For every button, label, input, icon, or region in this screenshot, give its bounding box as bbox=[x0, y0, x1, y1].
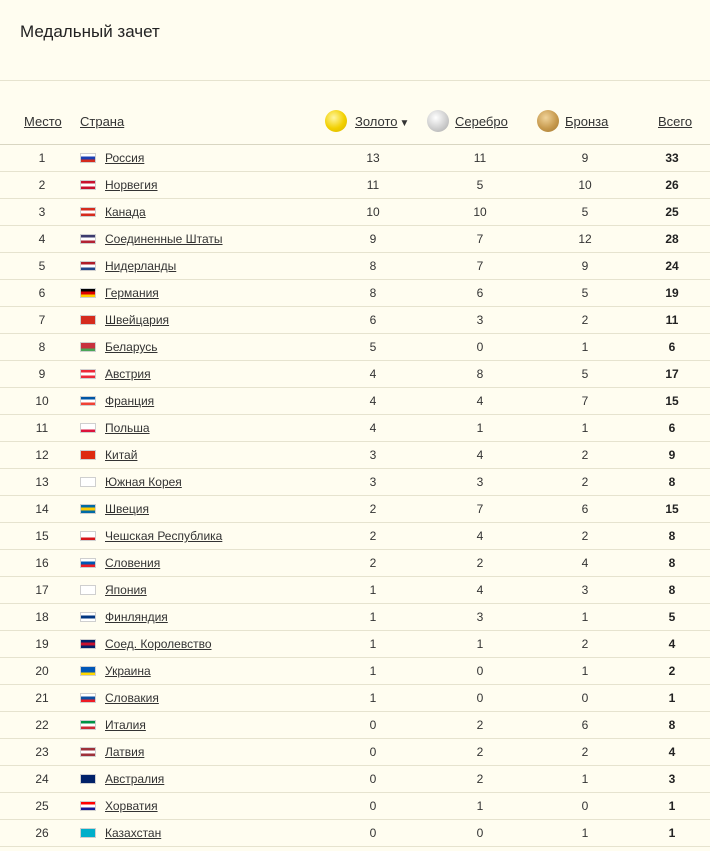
silver-count-cell: 0 bbox=[476, 340, 484, 354]
total-count-cell: 4 bbox=[668, 745, 676, 759]
silver-count-cell: 10 bbox=[473, 205, 487, 219]
silver-count-cell: 3 bbox=[476, 475, 484, 489]
place-cell: 6 bbox=[38, 286, 46, 300]
gold-count-cell: 13 bbox=[366, 151, 380, 165]
table-row bbox=[0, 685, 710, 712]
bronze-count-cell: 0 bbox=[581, 691, 589, 705]
country-flag-icon bbox=[80, 261, 96, 271]
country-link[interactable]: Китай bbox=[105, 448, 138, 462]
gold-count-cell: 2 bbox=[369, 502, 377, 516]
bronze-count-cell: 2 bbox=[581, 475, 589, 489]
gold-count-cell: 3 bbox=[369, 475, 377, 489]
country-flag-icon bbox=[80, 693, 96, 703]
country-flag-icon bbox=[80, 315, 96, 325]
silver-count-cell: 0 bbox=[476, 826, 484, 840]
table-row bbox=[0, 793, 710, 820]
gold-count-cell: 1 bbox=[369, 583, 377, 597]
total-count-cell: 25 bbox=[665, 205, 679, 219]
bronze-count-cell: 1 bbox=[581, 421, 589, 435]
bronze-count-cell: 2 bbox=[581, 745, 589, 759]
place-cell: 4 bbox=[38, 232, 46, 246]
place-cell: 25 bbox=[35, 799, 49, 813]
place-cell: 2 bbox=[38, 178, 46, 192]
silver-count-cell: 4 bbox=[476, 394, 484, 408]
medal-table-body bbox=[0, 145, 710, 847]
total-count-cell: 8 bbox=[668, 475, 676, 489]
country-flag-icon bbox=[80, 747, 96, 757]
country-link[interactable]: Латвия bbox=[105, 745, 145, 759]
total-count-cell: 19 bbox=[665, 286, 679, 300]
bronze-count-cell: 9 bbox=[581, 151, 589, 165]
silver-count-cell: 0 bbox=[476, 664, 484, 678]
place-cell: 11 bbox=[35, 421, 49, 435]
bronze-count-cell: 2 bbox=[581, 637, 589, 651]
bronze-count-cell: 10 bbox=[578, 178, 592, 192]
place-cell: 1 bbox=[38, 151, 46, 165]
country-flag-icon bbox=[80, 504, 96, 514]
total-count-cell: 1 bbox=[668, 799, 676, 813]
gold-count-cell: 4 bbox=[369, 367, 377, 381]
total-count-cell: 15 bbox=[665, 502, 679, 516]
gold-count-cell: 9 bbox=[369, 232, 377, 246]
place-cell: 9 bbox=[38, 367, 46, 381]
table-row bbox=[0, 307, 710, 334]
country-flag-icon bbox=[80, 477, 96, 487]
country-flag-icon bbox=[80, 585, 96, 595]
silver-count-cell: 7 bbox=[476, 502, 484, 516]
total-count-cell: 17 bbox=[665, 367, 679, 381]
place-cell: 15 bbox=[35, 529, 49, 543]
total-count-cell: 24 bbox=[665, 259, 679, 273]
gold-count-cell: 1 bbox=[369, 691, 377, 705]
silver-count-cell: 7 bbox=[476, 259, 484, 273]
gold-count-cell: 0 bbox=[369, 745, 377, 759]
place-cell: 20 bbox=[35, 664, 49, 678]
column-header-place[interactable]: Место bbox=[24, 114, 62, 129]
bronze-count-cell: 2 bbox=[581, 313, 589, 327]
place-cell: 8 bbox=[38, 340, 46, 354]
country-flag-icon bbox=[80, 612, 96, 622]
country-flag-icon bbox=[80, 207, 96, 217]
gold-count-cell: 1 bbox=[369, 610, 377, 624]
place-cell: 26 bbox=[35, 826, 49, 840]
sort-desc-icon: ▼ bbox=[399, 118, 410, 129]
silver-count-cell: 2 bbox=[476, 718, 484, 732]
place-cell: 24 bbox=[35, 772, 49, 786]
table-row bbox=[0, 226, 710, 253]
gold-count-cell: 0 bbox=[369, 772, 377, 786]
total-count-cell: 2 bbox=[668, 664, 676, 678]
bronze-count-cell: 1 bbox=[581, 610, 589, 624]
place-cell: 17 bbox=[35, 583, 49, 597]
total-count-cell: 8 bbox=[668, 556, 676, 570]
table-row bbox=[0, 361, 710, 388]
table-row bbox=[0, 334, 710, 361]
silver-count-cell: 1 bbox=[476, 799, 484, 813]
country-flag-icon bbox=[80, 531, 96, 541]
total-count-cell: 1 bbox=[668, 691, 676, 705]
country-link[interactable]: Япония bbox=[105, 583, 147, 597]
gold-count-cell: 0 bbox=[369, 799, 377, 813]
place-cell: 16 bbox=[35, 556, 49, 570]
bronze-count-cell: 2 bbox=[581, 529, 589, 543]
place-cell: 12 bbox=[35, 448, 49, 462]
country-flag-icon bbox=[80, 342, 96, 352]
place-cell: 13 bbox=[35, 475, 49, 489]
table-row bbox=[0, 199, 710, 226]
table-row bbox=[0, 442, 710, 469]
bronze-count-cell: 9 bbox=[581, 259, 589, 273]
gold-count-cell: 8 bbox=[369, 259, 377, 273]
place-cell: 7 bbox=[38, 313, 46, 327]
table-row bbox=[0, 712, 710, 739]
country-link[interactable]: Соед. Королевство bbox=[105, 637, 212, 651]
country-flag-icon bbox=[80, 369, 96, 379]
silver-count-cell: 4 bbox=[476, 529, 484, 543]
country-link[interactable]: Италия bbox=[105, 718, 146, 732]
column-header-bronze[interactable]: Бронза bbox=[565, 114, 609, 129]
total-count-cell: 1 bbox=[668, 826, 676, 840]
bronze-count-cell: 5 bbox=[581, 286, 589, 300]
bronze-medal-icon bbox=[537, 110, 559, 132]
country-link[interactable]: Казахстан bbox=[105, 826, 162, 840]
country-flag-icon bbox=[80, 666, 96, 676]
silver-count-cell: 8 bbox=[476, 367, 484, 381]
total-count-cell: 26 bbox=[665, 178, 679, 192]
table-row bbox=[0, 766, 710, 793]
total-count-cell: 8 bbox=[668, 529, 676, 543]
country-link[interactable]: Хорватия bbox=[105, 799, 158, 813]
table-row bbox=[0, 658, 710, 685]
country-flag-icon bbox=[80, 234, 96, 244]
country-link[interactable]: Австралия bbox=[105, 772, 165, 786]
table-row bbox=[0, 604, 710, 631]
gold-count-cell: 4 bbox=[369, 394, 377, 408]
silver-medal-icon bbox=[427, 110, 449, 132]
silver-count-cell: 1 bbox=[476, 637, 484, 651]
table-row bbox=[0, 820, 710, 847]
table-row bbox=[0, 253, 710, 280]
table-row bbox=[0, 145, 710, 172]
bronze-count-cell: 5 bbox=[581, 205, 589, 219]
silver-count-cell: 2 bbox=[476, 772, 484, 786]
country-flag-icon bbox=[80, 774, 96, 784]
table-header bbox=[0, 106, 710, 144]
table-row bbox=[0, 172, 710, 199]
silver-count-cell: 4 bbox=[476, 448, 484, 462]
country-flag-icon bbox=[80, 288, 96, 298]
place-cell: 21 bbox=[35, 691, 49, 705]
silver-count-cell: 2 bbox=[476, 556, 484, 570]
country-flag-icon bbox=[80, 801, 96, 811]
total-count-cell: 33 bbox=[665, 151, 679, 165]
gold-medal-icon bbox=[325, 110, 347, 132]
gold-count-cell: 10 bbox=[366, 205, 380, 219]
silver-count-cell: 1 bbox=[476, 421, 484, 435]
silver-count-cell: 6 bbox=[476, 286, 484, 300]
silver-count-cell: 3 bbox=[476, 313, 484, 327]
country-link[interactable]: Южная Корея bbox=[105, 475, 182, 489]
total-count-cell: 8 bbox=[668, 718, 676, 732]
table-row bbox=[0, 496, 710, 523]
silver-count-cell: 0 bbox=[476, 691, 484, 705]
silver-count-cell: 5 bbox=[476, 178, 484, 192]
country-link[interactable]: Франция bbox=[105, 394, 155, 408]
table-row bbox=[0, 550, 710, 577]
country-link[interactable]: Словакия bbox=[105, 691, 159, 705]
gold-count-cell: 0 bbox=[369, 826, 377, 840]
country-link[interactable]: Австрия bbox=[105, 367, 151, 381]
bronze-count-cell: 2 bbox=[581, 448, 589, 462]
place-cell: 3 bbox=[38, 205, 46, 219]
country-flag-icon bbox=[80, 828, 96, 838]
country-link[interactable]: Чешская Республика bbox=[105, 529, 223, 543]
column-header-total[interactable]: Всего bbox=[658, 114, 693, 129]
country-flag-icon bbox=[80, 423, 96, 433]
country-link[interactable]: Беларусь bbox=[105, 340, 158, 354]
country-flag-icon bbox=[80, 639, 96, 649]
country-link[interactable]: Швейцария bbox=[105, 313, 170, 327]
table-row bbox=[0, 739, 710, 766]
gold-count-cell: 4 bbox=[369, 421, 377, 435]
gold-count-cell: 8 bbox=[369, 286, 377, 300]
bronze-count-cell: 6 bbox=[581, 502, 589, 516]
gold-count-cell: 3 bbox=[369, 448, 377, 462]
place-cell: 22 bbox=[35, 718, 49, 732]
bronze-count-cell: 5 bbox=[581, 367, 589, 381]
gold-count-cell: 1 bbox=[369, 637, 377, 651]
country-link[interactable]: Финляндия bbox=[105, 610, 168, 624]
country-link[interactable]: Украина bbox=[105, 664, 151, 678]
bronze-count-cell: 1 bbox=[581, 664, 589, 678]
total-count-cell: 5 bbox=[668, 610, 676, 624]
table-row bbox=[0, 280, 710, 307]
table-row bbox=[0, 469, 710, 496]
bronze-count-cell: 1 bbox=[581, 772, 589, 786]
total-count-cell: 11 bbox=[665, 313, 679, 327]
country-flag-icon bbox=[80, 720, 96, 730]
column-header-country[interactable]: Страна bbox=[80, 114, 125, 129]
bronze-count-cell: 4 bbox=[581, 556, 589, 570]
country-flag-icon bbox=[80, 558, 96, 568]
total-count-cell: 6 bbox=[668, 421, 676, 435]
bronze-count-cell: 0 bbox=[581, 799, 589, 813]
bronze-count-cell: 1 bbox=[581, 340, 589, 354]
bronze-count-cell: 12 bbox=[578, 232, 592, 246]
title-divider bbox=[0, 80, 710, 81]
bronze-count-cell: 6 bbox=[581, 718, 589, 732]
silver-count-cell: 7 bbox=[476, 232, 484, 246]
country-link[interactable]: Словения bbox=[105, 556, 161, 570]
table-row bbox=[0, 631, 710, 658]
table-row bbox=[0, 577, 710, 604]
gold-count-cell: 2 bbox=[369, 556, 377, 570]
page-title: Медальный зачет bbox=[20, 22, 160, 41]
place-cell: 5 bbox=[38, 259, 46, 273]
silver-count-cell: 2 bbox=[476, 745, 484, 759]
country-link[interactable]: Польша bbox=[105, 421, 150, 435]
country-link[interactable]: Канада bbox=[105, 205, 146, 219]
place-cell: 18 bbox=[35, 610, 49, 624]
bronze-count-cell: 7 bbox=[581, 394, 589, 408]
total-count-cell: 3 bbox=[668, 772, 676, 786]
gold-count-cell: 2 bbox=[369, 529, 377, 543]
table-row bbox=[0, 523, 710, 550]
place-cell: 10 bbox=[35, 394, 49, 408]
place-cell: 14 bbox=[35, 502, 49, 516]
gold-count-cell: 1 bbox=[369, 664, 377, 678]
country-link[interactable]: Россия bbox=[105, 151, 145, 165]
bronze-count-cell: 3 bbox=[581, 583, 589, 597]
total-count-cell: 9 bbox=[668, 448, 676, 462]
gold-count-cell: 0 bbox=[369, 718, 377, 732]
column-header-silver[interactable]: Серебро bbox=[455, 114, 508, 129]
country-flag-icon bbox=[80, 180, 96, 190]
country-flag-icon bbox=[80, 450, 96, 460]
total-count-cell: 6 bbox=[668, 340, 676, 354]
total-count-cell: 28 bbox=[665, 232, 679, 246]
country-flag-icon bbox=[80, 396, 96, 406]
total-count-cell: 4 bbox=[668, 637, 676, 651]
silver-count-cell: 4 bbox=[476, 583, 484, 597]
country-link[interactable]: Норвегия bbox=[105, 178, 158, 192]
bronze-count-cell: 1 bbox=[581, 826, 589, 840]
total-count-cell: 15 bbox=[665, 394, 679, 408]
country-link[interactable]: Нидерланды bbox=[105, 259, 177, 273]
table-row bbox=[0, 388, 710, 415]
gold-count-cell: 6 bbox=[369, 313, 377, 327]
country-link[interactable]: Германия bbox=[105, 286, 159, 300]
gold-count-cell: 5 bbox=[369, 340, 377, 354]
place-cell: 19 bbox=[35, 637, 49, 651]
column-header-gold[interactable] bbox=[355, 114, 409, 129]
silver-count-cell: 11 bbox=[473, 151, 487, 165]
silver-count-cell: 3 bbox=[476, 610, 484, 624]
gold-count-cell: 11 bbox=[366, 178, 380, 192]
place-cell: 23 bbox=[35, 745, 49, 759]
total-count-cell: 8 bbox=[668, 583, 676, 597]
column-header-gold-label: Золото bbox=[355, 114, 398, 129]
table-row bbox=[0, 415, 710, 442]
country-link[interactable]: Соединенные Штаты bbox=[105, 232, 223, 246]
country-flag-icon bbox=[80, 153, 96, 163]
country-link[interactable]: Швеция bbox=[105, 502, 149, 516]
